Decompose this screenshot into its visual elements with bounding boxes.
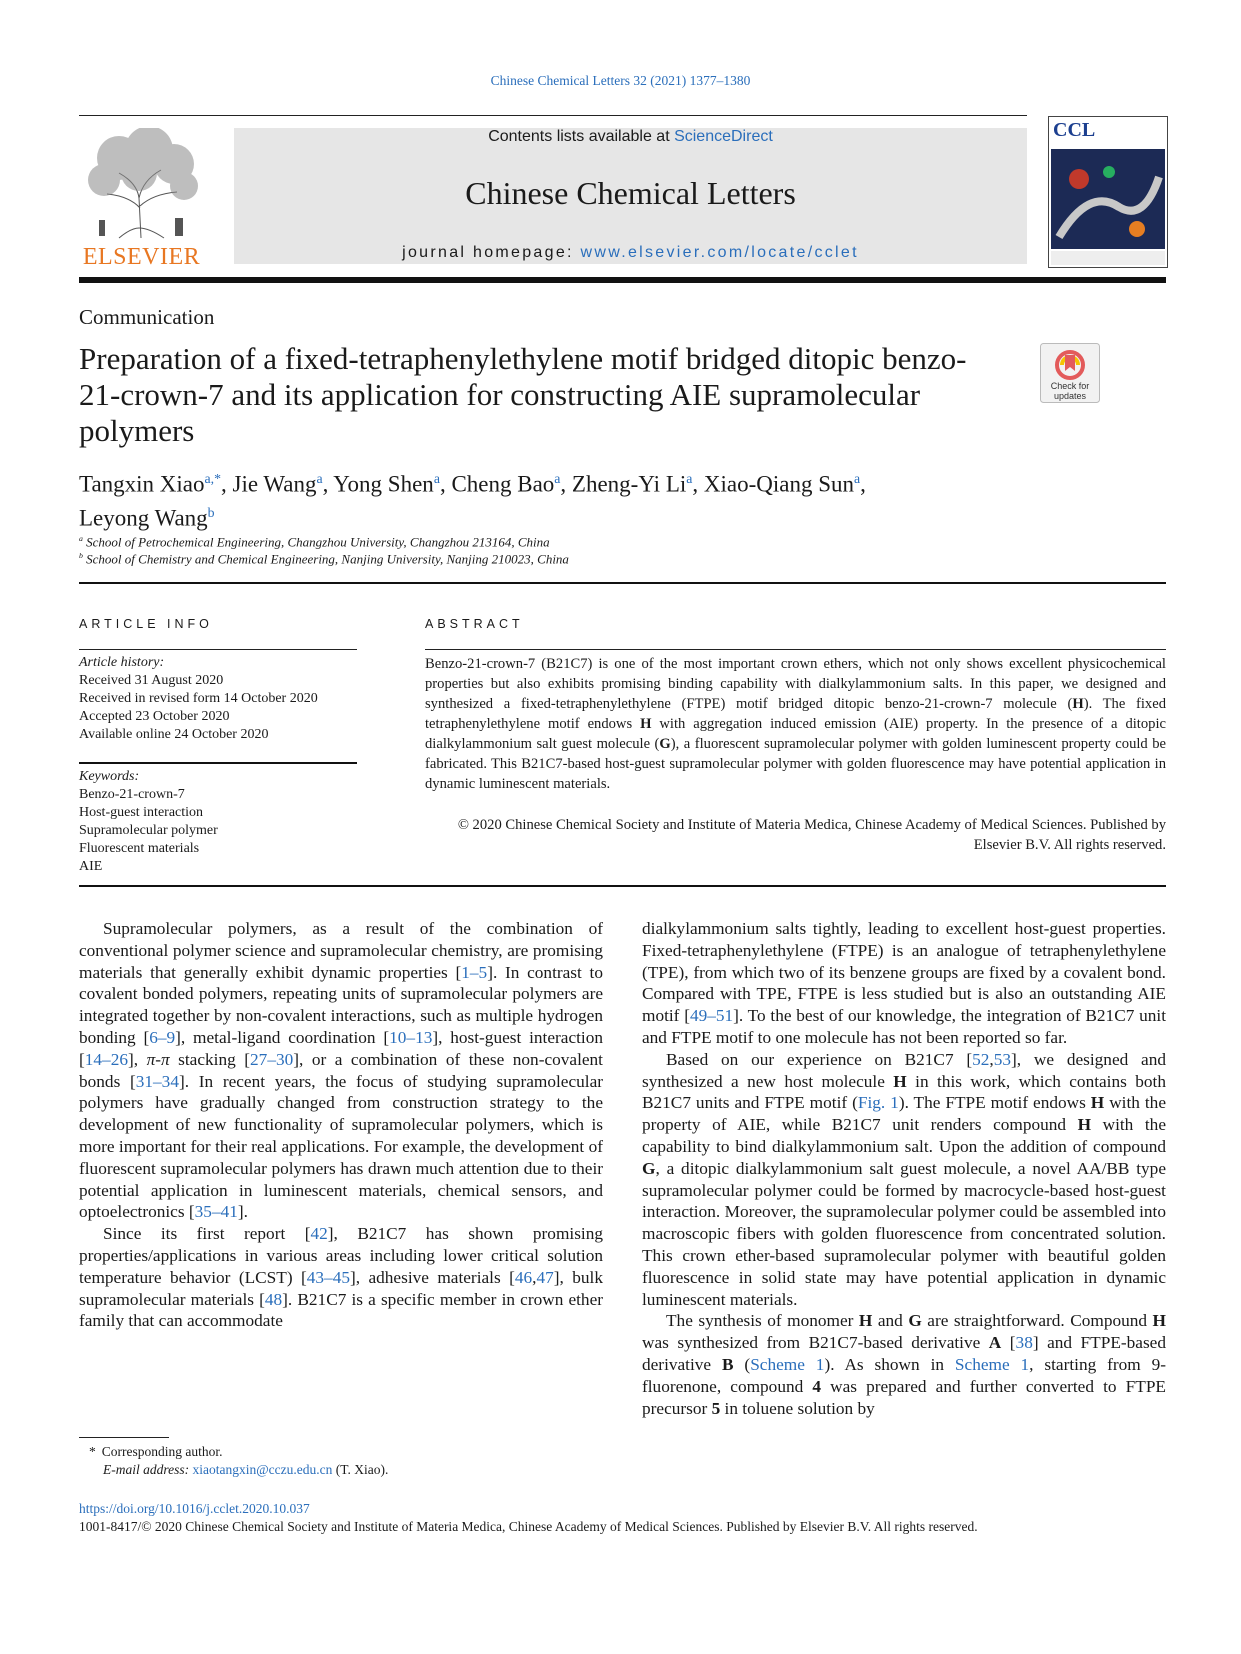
contents-available-line bbox=[234, 128, 1027, 146]
abstract-segment: with aggregation induced emission (AIE) property. In the presence of a ditopic dialkylammonium salt guest molecule ( bbox=[425, 716, 1166, 752]
history-revised: Received in revised form 14 October 2020 bbox=[79, 691, 318, 706]
section-rule bbox=[79, 582, 1166, 584]
compound-label: H bbox=[893, 1071, 907, 1091]
check-for-updates-button[interactable] bbox=[1040, 343, 1100, 403]
keyword: AIE bbox=[79, 859, 103, 874]
compound-label: H bbox=[1072, 696, 1084, 712]
abstract-rule bbox=[425, 649, 1166, 650]
reference-link[interactable]: 1–5 bbox=[461, 962, 488, 982]
author-name: Jie Wang bbox=[232, 471, 317, 497]
abstract-segment: Benzo-21-crown-7 (B21C7) is one of the most important crown ethers, which not only shows excellent physicochemical properties but also exhibits promising binding capability with dialkylammonium salts. In this paper, we designed and synthesized a fixed-tetraphenylethylene (FTPE) motif bridged ditopic benzo-21-crown-7 molecule ( bbox=[425, 656, 1166, 712]
author-affiliation-mark[interactable]: a,* bbox=[204, 471, 221, 486]
contents-prefix: Contents lists available at bbox=[488, 128, 675, 145]
reference-link[interactable]: 42 bbox=[310, 1224, 328, 1244]
article-title: Preparation of a fixed-tetraphenylethylene motif bridged ditopic benzo-21-crown-7 and its application for constructing AIE supramolecular polymers bbox=[79, 341, 967, 448]
elsevier-wordmark: ELSEVIER bbox=[82, 244, 201, 270]
reference-link[interactable]: 49–51 bbox=[689, 1006, 734, 1026]
history-online: Available online 24 October 2020 bbox=[79, 727, 269, 742]
author-name: Cheng Bao bbox=[451, 471, 555, 497]
keyword: Benzo-21-crown-7 bbox=[79, 787, 185, 802]
journal-title: Chinese Chemical Letters bbox=[465, 175, 796, 211]
reference-link[interactable]: 10–13 bbox=[389, 1027, 433, 1047]
email-suffix: (T. Xiao). bbox=[332, 1462, 389, 1477]
compound-label: 5 bbox=[711, 1398, 721, 1418]
compound-label: B bbox=[722, 1354, 734, 1374]
section-rule bbox=[79, 885, 1166, 887]
history-received: Received 31 August 2020 bbox=[79, 673, 224, 688]
abstract-segment: ), a fluorescent supramolecular polymer with golden luminescent property could be fabricated. This B21C7-based host-guest supramolecular polymer with golden fluorescence may have potential application in dynamic luminescent materials. bbox=[425, 736, 1166, 792]
keyword: Host-guest interaction bbox=[79, 805, 204, 820]
keyword: Supramolecular polymer bbox=[79, 823, 218, 838]
email-link[interactable]: xiaotangxin@cczu.edu.cn bbox=[192, 1462, 333, 1477]
body-paragraph: Based on our experience on B21C7 [52,53], we designed and synthesized a new host molecule H in this work, which contains both B21C7 units and FTPE motif (Fig. 1). The FTPE motif endows H with the property of AIE, while B21C7 unit renders compound H with the capability to bind dialkylammonium salt. Upon the addition of compound G, a ditopic dialkylammonium salt guest molecule, a novel AA/BB type supramolecular polymer could be formed by macrocycle-based host-guest interaction. Moreover, the supramolecular polymer could be assembled into macroscopic fibers with golden fluorescence from concentrated solution. This crown ether-based supramolecular polymer with beautiful golden fluorescence in solid state may have potential application in dynamic luminescent materials. bbox=[642, 1049, 1166, 1309]
reference-link[interactable]: 38 bbox=[1015, 1333, 1033, 1353]
affiliation-mark: a bbox=[79, 534, 83, 543]
reference-link[interactable]: 47 bbox=[536, 1267, 554, 1287]
article-history bbox=[79, 654, 318, 744]
author-list: Tangxin Xiao$^{a,*}$, Jie Wang$^a$, Yong Shen$^a$, Cheng Bao$^a$, Zheng-Yi Li$^a$, Xiao-Qiang Sun$^a$, Leyong Wang$^b$ bbox=[79, 471, 866, 531]
reference-link[interactable]: 43–45 bbox=[306, 1267, 350, 1287]
author-name: Xiao-Qiang Sun bbox=[703, 471, 855, 497]
body-paragraph: dialkylammonium salts tightly, leading to excellent host-guest properties. Fixed-tetraphenylethylene (FTPE) is an analogue of tetraphenylethylene (TPE), from which two of its benzene groups are fixed by a covalent bond. Compared with TPE, FTPE is less studied but is also an outstanding AIE motif [49–51]. To the best of our knowledge, the integration of B21C7 unit and FTPE motif to one molecule has not been reported so far. bbox=[642, 919, 1166, 1047]
compound-label: G bbox=[908, 1311, 922, 1331]
compound-label: H bbox=[1077, 1115, 1092, 1135]
author-affiliation-mark[interactable]: a bbox=[433, 471, 440, 486]
affiliation-text: School of Chemistry and Chemical Engineering, Nanjing University, Nanjing 210023, China bbox=[86, 551, 569, 567]
compound-label: G bbox=[642, 1158, 656, 1178]
article-info-rule bbox=[79, 649, 357, 650]
reference-link[interactable]: 35–41 bbox=[194, 1202, 238, 1222]
reference-link[interactable]: 27–30 bbox=[250, 1049, 294, 1069]
journal-homepage-line bbox=[234, 244, 1027, 262]
affiliation-b bbox=[79, 551, 569, 567]
abstract-copyright: © 2020 Chinese Chemical Society and Institute of Materia Medica, Chinese Academy of Medical Sciences. Published by Elsevier B.V. All rights reserved. bbox=[457, 817, 1166, 853]
compound-label: H bbox=[858, 1311, 873, 1331]
article-type: Communication bbox=[79, 305, 215, 329]
author-affiliation-mark[interactable]: a bbox=[316, 471, 323, 486]
affiliation-text: School of Petrochemical Engineering, Changzhou University, Changzhou 213164, China bbox=[86, 534, 550, 550]
doi-link[interactable]: https://doi.org/10.1016/j.cclet.2020.10.037 bbox=[79, 1501, 310, 1516]
history-label: Article history: bbox=[79, 655, 165, 670]
italic-term: π-π bbox=[146, 1049, 170, 1069]
compound-label: H bbox=[640, 716, 652, 732]
body-paragraph: Since its first report [42], B21C7 has shown promising properties/applications in various areas including lower critical solution temperature behavior (LCST) [43–45], adhesive materials [46,47], bulk supramolecular materials [48]. B21C7 is a specific member in crown ether family that can accommodate bbox=[79, 1224, 603, 1331]
corresponding-author-footnote bbox=[79, 1443, 388, 1479]
keywords-rule bbox=[79, 762, 357, 764]
author-name: Zheng-Yi Li bbox=[571, 471, 687, 497]
author-affiliation-mark[interactable]: a bbox=[686, 471, 693, 486]
homepage-link[interactable]: www.elsevier.com/locate/cclet bbox=[580, 244, 859, 261]
author-name: Leyong Wang bbox=[79, 505, 208, 531]
compound-label: H bbox=[1152, 1311, 1166, 1331]
abstract-heading: ABSTRACT bbox=[425, 617, 524, 631]
author-affiliation-mark[interactable]: b bbox=[207, 504, 215, 520]
body-paragraph: The synthesis of monomer H and G are straightforward. Compound H was synthesized from B21C7-based derivative A [38] and FTPE-based derivative B (Scheme 1). As shown in Scheme 1, starting from 9-fluorenone, compound 4 was prepared and further converted to FTPE precursor 5 in toluene solution by bbox=[642, 1311, 1167, 1418]
reference-link[interactable]: Scheme 1 bbox=[750, 1354, 825, 1374]
affiliation-a bbox=[79, 534, 550, 550]
keywords-list bbox=[79, 768, 218, 876]
body-column-right bbox=[642, 918, 1166, 1419]
check-updates-label: Check for updates bbox=[1050, 381, 1090, 401]
homepage-prefix: journal homepage: bbox=[402, 244, 581, 261]
reference-link[interactable]: 52 bbox=[972, 1049, 990, 1069]
article-info-heading: ARTICLE INFO bbox=[79, 617, 213, 631]
keyword: Fluorescent materials bbox=[79, 841, 200, 856]
body-paragraph: Supramolecular polymers, as a result of the combination of conventional polymer science and supramolecular chemistry, are promising materials that generally exhibit dynamic properties [1–5]. In contrast to covalent bonded polymers, repeating units of supramolecular polymers are integrated together by non-covalent interactions, such as multiple hydrogen bonding [6–9], metal-ligand coordination [10–13], host-guest interaction [14–26], π-π stacking [27–30], or a combination of these non-covalent bonds [31–34]. In recent years, the focus of studying supramolecular polymers have gradually changed from construction strategy to the development of new functionality of supramolecular polymers, which is more important for their real applications. For example, the development of fluorescent supramolecular polymers has drawn much attention due to their potential application in luminescent materials, chemical sensors, and optoelectronics [35–41]. bbox=[79, 919, 603, 1222]
reference-link[interactable]: 46 bbox=[514, 1267, 533, 1287]
footnote-rule bbox=[79, 1437, 169, 1438]
compound-label: 4 bbox=[812, 1376, 821, 1396]
compound-label: A bbox=[988, 1333, 1002, 1353]
journal-citation[interactable]: Chinese Chemical Letters 32 (2021) 1377–1380 bbox=[490, 73, 751, 88]
issn-copyright-line: 1001-8417/© 2020 Chinese Chemical Society and Institute of Materia Medica, Chinese Academy of Medical Sciences. Published by Elsevier B.V. All rights reserved. bbox=[79, 1519, 978, 1534]
reference-link[interactable]: 48 bbox=[264, 1289, 283, 1309]
compound-label: G bbox=[659, 736, 671, 752]
email-label: E-mail address: bbox=[103, 1462, 193, 1477]
header-rule bbox=[79, 115, 1027, 116]
compound-label: H bbox=[1090, 1093, 1105, 1113]
body-column-left bbox=[79, 918, 603, 1332]
journal-cover-thumbnail[interactable] bbox=[1048, 116, 1168, 268]
author-name: Yong Shen bbox=[333, 471, 434, 497]
author-name: Tangxin Xiao bbox=[79, 471, 205, 497]
reference-link[interactable]: Fig. 1 bbox=[857, 1093, 899, 1113]
abstract-text bbox=[425, 654, 1166, 794]
reference-link[interactable]: Scheme 1 bbox=[954, 1354, 1030, 1374]
reference-link[interactable]: 6–9 bbox=[149, 1027, 176, 1047]
footnote-text: Corresponding author. bbox=[101, 1444, 223, 1459]
reference-link[interactable]: 31–34 bbox=[135, 1071, 179, 1091]
keywords-label: Keywords: bbox=[79, 769, 140, 784]
reference-link[interactable]: 53 bbox=[993, 1049, 1012, 1069]
footnote-mark: * bbox=[89, 1444, 96, 1459]
affiliation-mark: b bbox=[79, 551, 83, 560]
cover-label: CCL bbox=[1053, 119, 1096, 141]
author-affiliation-mark[interactable]: a bbox=[554, 471, 561, 486]
sciencedirect-link[interactable]: ScienceDirect bbox=[674, 128, 773, 145]
reference-link[interactable]: 14–26 bbox=[84, 1049, 128, 1069]
header-thick-rule bbox=[79, 277, 1166, 283]
abstract-segment: ). The fixed tetraphenylethylene motif endows bbox=[425, 696, 1167, 732]
author-affiliation-mark[interactable]: a bbox=[854, 471, 861, 486]
history-accepted: Accepted 23 October 2020 bbox=[79, 709, 230, 724]
